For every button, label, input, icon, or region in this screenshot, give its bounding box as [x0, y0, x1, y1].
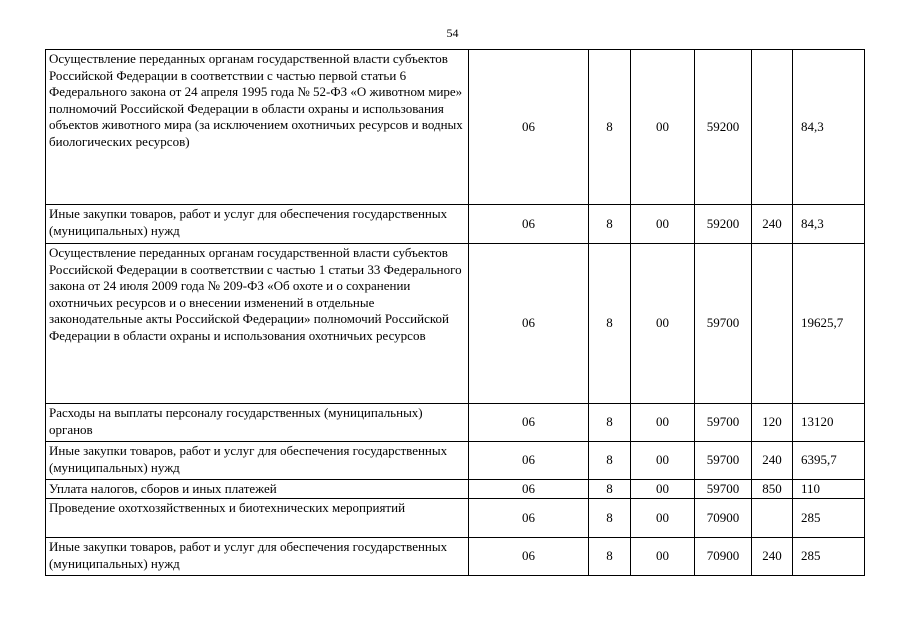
- table-row: [46, 205, 865, 244]
- cell-expense-type: 120: [752, 404, 793, 442]
- row-name: Иные закупки товаров, работ и услуг для обеспечения государственных (муниципальных) нужд: [46, 538, 469, 576]
- cell-sub-code: 00: [631, 50, 695, 205]
- cell-section: 06: [469, 442, 589, 480]
- cell-amount: 6395,7: [793, 442, 865, 480]
- cell-section: 06: [469, 480, 589, 499]
- table-row: [46, 538, 865, 576]
- cell-amount: 285: [793, 538, 865, 576]
- cell-sub-code: 00: [631, 205, 695, 244]
- cell-target-code: 59700: [695, 244, 752, 404]
- cell-sub-code: 00: [631, 480, 695, 499]
- cell-sub-code: 00: [631, 499, 695, 538]
- cell-expense-type: 240: [752, 442, 793, 480]
- cell-sub-code: 00: [631, 244, 695, 404]
- cell-amount: 285: [793, 499, 865, 538]
- cell-sub-code: 00: [631, 538, 695, 576]
- cell-sub-code: 00: [631, 442, 695, 480]
- row-name: Расходы на выплаты персоналу государственных (муниципальных) органов: [46, 404, 469, 442]
- table-row: [46, 404, 865, 442]
- cell-subsection: 8: [589, 499, 631, 538]
- cell-sub-code: 00: [631, 404, 695, 442]
- cell-section: 06: [469, 50, 589, 205]
- page-number: 54: [446, 26, 459, 40]
- cell-expense-type: [752, 244, 793, 404]
- cell-amount: 13120: [793, 404, 865, 442]
- cell-amount: 110: [793, 480, 865, 499]
- cell-section: 06: [469, 404, 589, 442]
- cell-amount: 84,3: [793, 50, 865, 205]
- cell-target-code: 59200: [695, 205, 752, 244]
- table-row: [46, 480, 865, 499]
- table-row: [46, 499, 865, 538]
- cell-target-code: 59700: [695, 480, 752, 499]
- cell-subsection: 8: [589, 480, 631, 499]
- cell-subsection: 8: [589, 244, 631, 404]
- cell-expense-type: [752, 499, 793, 538]
- row-name: Уплата налогов, сборов и иных платежей: [46, 480, 469, 499]
- row-name: Осуществление переданных органам государственной власти субъектов Российской Федерации в соответствии с частью первой статьи 6 Федерального закона от 24 апреля 1995 года № 52-ФЗ «О животном мире» полномочий Российской Федерации в области охраны и использования объектов животного мира (за исключением охотничьих ресурсов и водных биологических ресурсов): [46, 50, 469, 205]
- table-row: [46, 442, 865, 480]
- cell-subsection: 8: [589, 538, 631, 576]
- cell-section: 06: [469, 499, 589, 538]
- cell-expense-type: 240: [752, 205, 793, 244]
- cell-target-code: 70900: [695, 538, 752, 576]
- cell-section: 06: [469, 244, 589, 404]
- cell-subsection: 8: [589, 442, 631, 480]
- budget-table: [45, 49, 865, 576]
- row-name: Иные закупки товаров, работ и услуг для обеспечения государственных (муниципальных) нужд: [46, 442, 469, 480]
- table-row: [46, 50, 865, 205]
- cell-expense-type: 850: [752, 480, 793, 499]
- cell-target-code: 59200: [695, 50, 752, 205]
- cell-target-code: 70900: [695, 499, 752, 538]
- cell-target-code: 59700: [695, 442, 752, 480]
- cell-subsection: 8: [589, 50, 631, 205]
- cell-section: 06: [469, 538, 589, 576]
- cell-target-code: 59700: [695, 404, 752, 442]
- cell-expense-type: [752, 50, 793, 205]
- row-name: Иные закупки товаров, работ и услуг для обеспечения государственных (муниципальных) нужд: [46, 205, 469, 244]
- table-row: [46, 244, 865, 404]
- row-name: Осуществление переданных органам государственной власти субъектов Российской Федерации в соответствии с частью 1 статьи 33 Федерального закона от 24 июля 2009 года № 209-ФЗ «Об охоте и о сохранении охотничьих ресурсов и о внесении изменений в отдельные законодательные акты Российской Федерации» полномочий Российской Федерации в области охраны и использования охотничьих ресурсов: [46, 244, 469, 404]
- row-name: Проведение охотхозяйственных и биотехнических мероприятий: [46, 499, 469, 538]
- cell-subsection: 8: [589, 404, 631, 442]
- cell-section: 06: [469, 205, 589, 244]
- cell-expense-type: 240: [752, 538, 793, 576]
- cell-amount: 84,3: [793, 205, 865, 244]
- cell-subsection: 8: [589, 205, 631, 244]
- cell-amount: 19625,7: [793, 244, 865, 404]
